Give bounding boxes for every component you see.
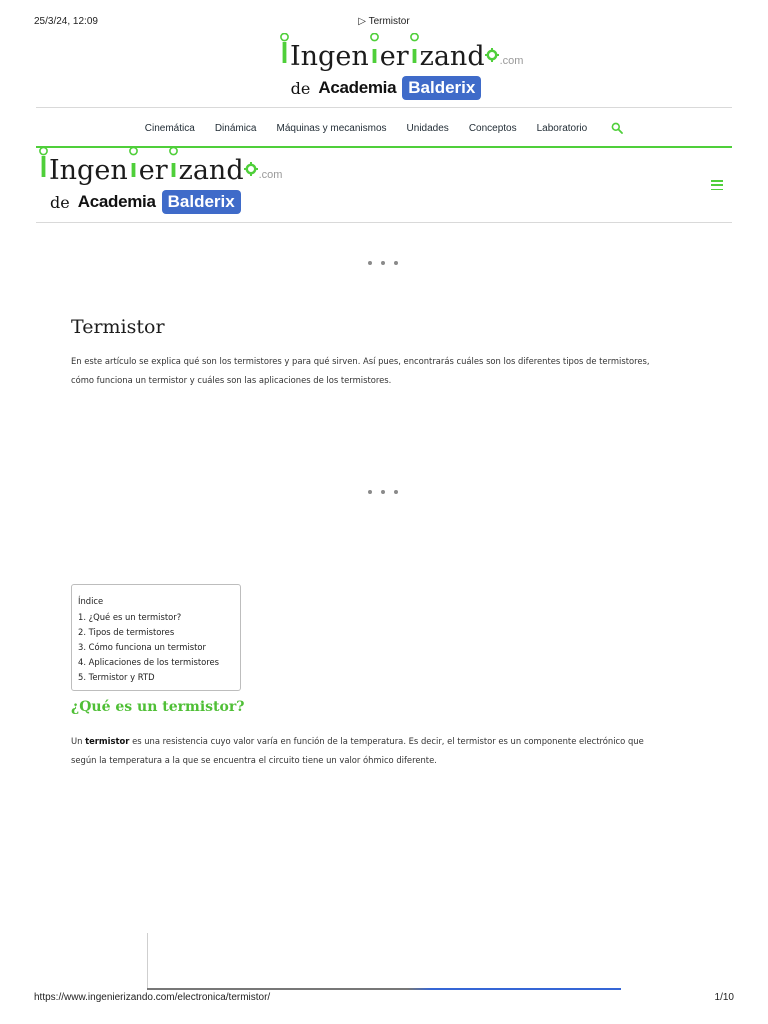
bulb-icon <box>168 147 179 184</box>
page-title: Termistor <box>71 316 165 338</box>
toc-item-termistor-rtd[interactable]: 5. Termistor y RTD <box>78 672 155 682</box>
loading-dots-icon <box>368 490 398 496</box>
toc-item-aplicaciones[interactable]: 4. Aplicaciones de los termistores <box>78 657 220 667</box>
gear-icon <box>244 157 258 184</box>
toc-item-que-es[interactable]: 1. ¿Qué es un termistor? <box>78 612 182 622</box>
bulb-icon <box>369 33 380 70</box>
bulb-icon <box>409 33 420 70</box>
embedded-media-bottom-edge <box>147 988 621 990</box>
hamburger-menu-icon[interactable] <box>711 180 723 190</box>
print-url: https://www.ingenierizando.com/electronica/termistor/ <box>34 992 271 1003</box>
intro-line-1: En este artículo se explica qué son los termistores y para qué sirven. Así pues, encontrarás cuáles son los diferentes tipos de termistores, <box>71 356 650 366</box>
logo-text-part3: zand <box>178 155 244 186</box>
toc-item-como-funciona[interactable]: 3. Cómo funciona un termistor <box>78 642 207 652</box>
logo-dotcom: .com <box>499 55 524 67</box>
nav-item-cinematica[interactable]: Cinemática <box>144 122 195 134</box>
nav-divider-green <box>36 146 732 148</box>
gear-icon <box>485 43 499 70</box>
intro-line-2: cómo funciona un termistor y cuáles son las aplicaciones de los termistores. <box>71 375 392 385</box>
section1-line-1 <box>71 732 701 751</box>
section1-rest: es una resistencia cuyo valor varía en función de la temperatura. Es decir, el termistor es un componente electrónico que <box>129 736 644 746</box>
bulb-icon <box>128 147 139 184</box>
print-page-number: 1/10 <box>714 992 734 1003</box>
logo-subtitle <box>50 190 248 214</box>
section1-prefix: Un <box>71 736 86 746</box>
logo-subtitle <box>283 76 489 100</box>
nav-item-maquinas[interactable]: Máquinas y mecanismos <box>276 122 387 134</box>
nav-item-dinamica[interactable]: Dinámica <box>214 122 257 134</box>
main-nav <box>36 118 732 138</box>
logo-text-part3: zand <box>419 41 485 72</box>
section1-paragraph <box>71 732 701 770</box>
logo-balderix-badge: Balderix <box>162 190 241 214</box>
bulb-icon <box>38 147 49 184</box>
nav-item-conceptos[interactable]: Conceptos <box>468 122 517 134</box>
logo-wordmark <box>279 36 524 72</box>
section1-line-2: según la temperatura a la que se encuentra el circuito tiene un valor óhmico diferente. <box>71 755 437 765</box>
logo-academia: Academia <box>77 192 156 211</box>
logo-text-part1: Ingen <box>290 41 369 72</box>
logo-dotcom: .com <box>258 169 283 181</box>
logo-balderix-badge: Balderix <box>402 76 481 100</box>
bulb-icon <box>279 33 290 70</box>
intro-paragraph <box>71 352 701 390</box>
logo-text-part2: er <box>138 155 168 186</box>
sticky-header-divider <box>36 222 732 223</box>
section-heading-que-es: ¿Qué es un termistor? <box>71 699 245 715</box>
print-footer <box>34 992 734 1006</box>
logo-text-part2: er <box>379 41 409 72</box>
print-page-title: ▷ Termistor <box>358 16 410 27</box>
logo-de: de <box>290 78 311 98</box>
loading-dots-icon <box>368 261 398 267</box>
logo-academia: Academia <box>318 78 397 97</box>
nav-item-unidades[interactable]: Unidades <box>406 122 449 134</box>
embedded-media-frame <box>147 933 148 989</box>
table-of-contents <box>71 584 241 691</box>
search-icon[interactable] <box>611 122 623 134</box>
nav-item-laboratorio[interactable]: Laboratorio <box>536 122 588 134</box>
section1-bold-term: termistor <box>85 736 130 746</box>
logo-de: de <box>50 192 70 212</box>
logo-wordmark <box>38 150 283 186</box>
header-divider <box>36 107 732 108</box>
logo-text-part1: Ingen <box>49 155 128 186</box>
print-date: 25/3/24, 12:09 <box>34 16 98 27</box>
toc-title: Índice <box>78 596 104 606</box>
site-logo[interactable] <box>279 36 524 100</box>
print-header <box>34 16 734 30</box>
site-logo-sticky[interactable] <box>38 150 283 214</box>
toc-item-tipos[interactable]: 2. Tipos de termistores <box>78 627 175 637</box>
